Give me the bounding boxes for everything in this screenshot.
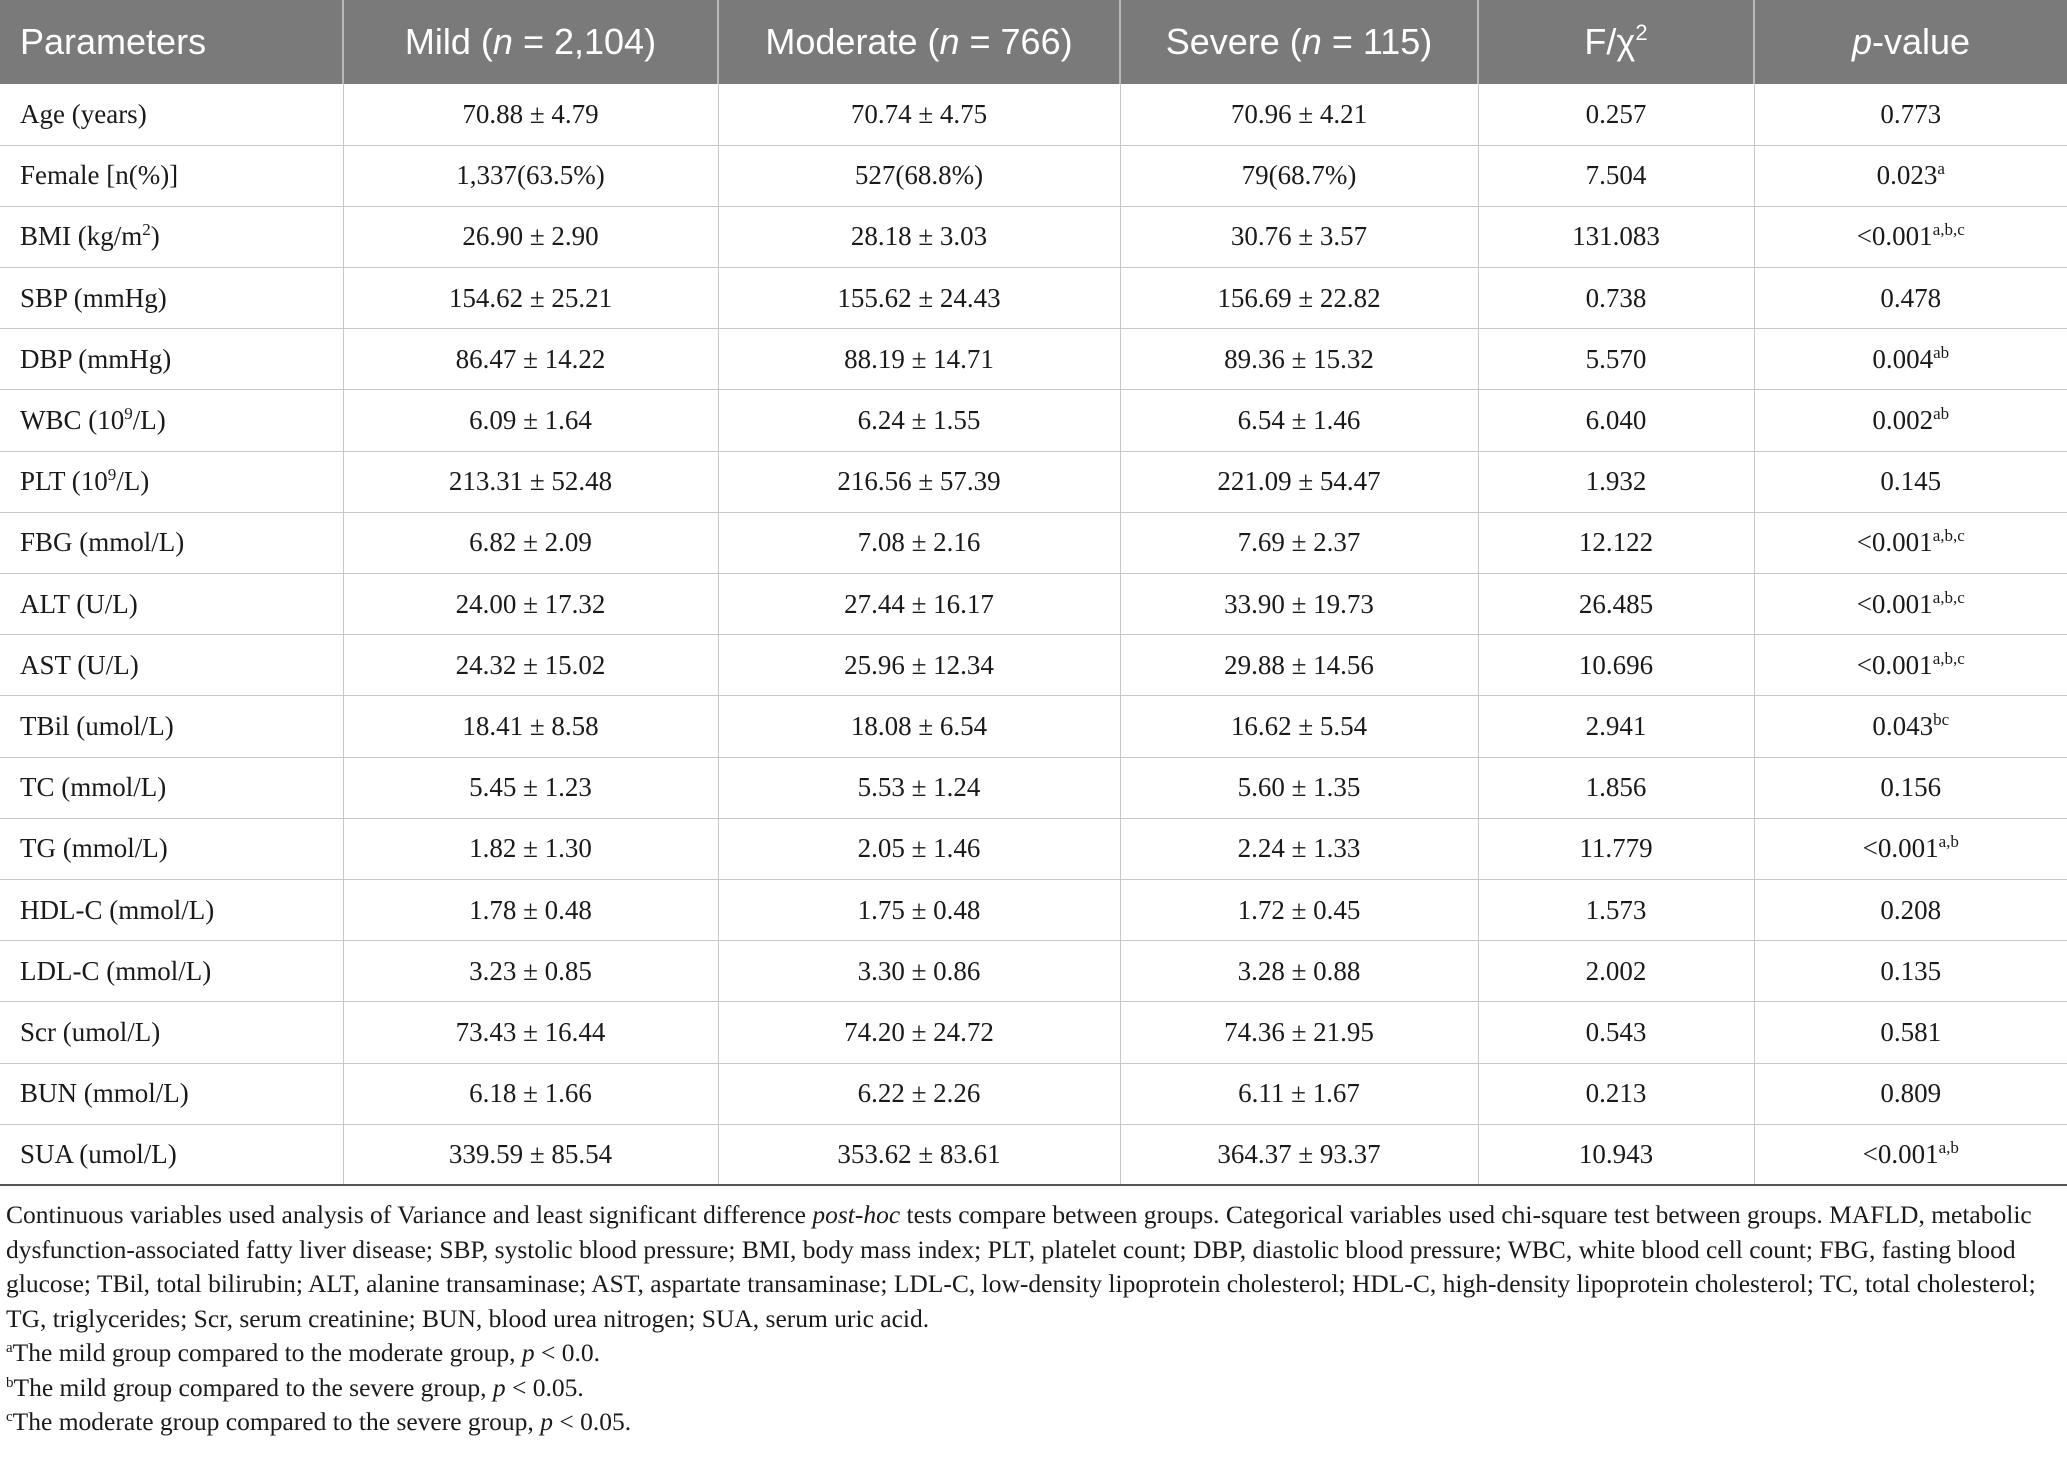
table-row <box>0 145 2067 206</box>
cell-parameter <box>0 1002 343 1063</box>
parameter-name: BMI (kg/m <box>20 221 143 252</box>
cell-parameter <box>0 818 343 879</box>
parameter-name: SUA (umol/L) <box>20 1139 177 1170</box>
cell-parameter <box>0 1063 343 1124</box>
table-row <box>0 757 2067 818</box>
cell-p-value <box>1754 635 2067 696</box>
p-value-text: 0.023 <box>1876 160 1938 191</box>
parameter-unit-superscript: 2 <box>142 220 151 240</box>
cell-statistic: 0.257 <box>1478 84 1754 145</box>
parameter-name: TBil (umol/L) <box>20 710 174 741</box>
p-value-text: <0.001 <box>1862 1139 1939 1170</box>
table-row <box>0 1063 2067 1124</box>
parameter-name: SBP (mmHg) <box>20 282 167 313</box>
p-value-text: <0.001 <box>1856 527 1933 558</box>
parameter-name: ALT (U/L) <box>20 588 138 619</box>
cell-statistic: 1.856 <box>1478 757 1754 818</box>
p-value-significance-mark: a,b,c <box>1932 220 1965 240</box>
p-value-significance-mark: a,b <box>1938 832 1959 852</box>
cell-mild: 1.82 ± 1.30 <box>343 818 718 879</box>
cell-statistic: 10.696 <box>1478 635 1754 696</box>
p-value-significance-mark: a <box>1937 159 1945 179</box>
parameter-name: TG (mmol/L) <box>20 833 168 864</box>
cell-moderate: 527(68.8%) <box>718 145 1120 206</box>
cell-statistic: 6.040 <box>1478 390 1754 451</box>
p-value-text: 0.156 <box>1880 772 1942 803</box>
table-row <box>0 635 2067 696</box>
parameter-name: Female [n(%)] <box>20 160 179 191</box>
cell-severe: 3.28 ± 0.88 <box>1120 941 1478 1002</box>
cell-mild: 24.32 ± 15.02 <box>343 635 718 696</box>
cell-parameter <box>0 145 343 206</box>
parameter-name: AST (U/L) <box>20 649 139 680</box>
cell-statistic: 2.002 <box>1478 941 1754 1002</box>
cell-severe: 89.36 ± 15.32 <box>1120 329 1478 390</box>
header-severe: Severe (n = 115) <box>1120 0 1478 84</box>
cell-p-value <box>1754 329 2067 390</box>
cell-statistic: 10.943 <box>1478 1124 1754 1185</box>
parameter-name: FBG (mmol/L) <box>20 527 185 558</box>
cell-statistic: 7.504 <box>1478 145 1754 206</box>
cell-mild: 339.59 ± 85.54 <box>343 1124 718 1185</box>
cell-mild: 6.82 ± 2.09 <box>343 512 718 573</box>
cell-p-value <box>1754 1002 2067 1063</box>
cell-p-value <box>1754 206 2067 267</box>
table-header <box>0 0 2067 84</box>
cell-moderate: 3.30 ± 0.86 <box>718 941 1120 1002</box>
parameter-name: PLT (10 <box>20 466 108 497</box>
table-row <box>0 390 2067 451</box>
footnote-c: $^c$The moderate group compared to the severe group, p < 0.05. <box>6 1407 632 1437</box>
cell-mild: 6.18 ± 1.66 <box>343 1063 718 1124</box>
cell-mild: 26.90 ± 2.90 <box>343 206 718 267</box>
cell-p-value <box>1754 84 2067 145</box>
cell-parameter <box>0 757 343 818</box>
cell-mild: 154.62 ± 25.21 <box>343 268 718 329</box>
cell-mild: 86.47 ± 14.22 <box>343 329 718 390</box>
p-value-significance-mark: a,b <box>1938 1138 1959 1158</box>
table-row <box>0 512 2067 573</box>
cell-p-value <box>1754 941 2067 1002</box>
parameter-name: WBC (10 <box>20 405 125 436</box>
cell-severe: 33.90 ± 19.73 <box>1120 574 1478 635</box>
cell-moderate: 88.19 ± 14.71 <box>718 329 1120 390</box>
parameter-unit-superscript: 9 <box>107 465 117 485</box>
cell-severe: 2.24 ± 1.33 <box>1120 818 1478 879</box>
table-row <box>0 268 2067 329</box>
cell-parameter <box>0 574 343 635</box>
p-value-text: 0.043 <box>1872 710 1934 741</box>
cell-severe: 221.09 ± 54.47 <box>1120 451 1478 512</box>
table-row <box>0 84 2067 145</box>
p-value-text: <0.001 <box>1856 221 1933 252</box>
p-value-text: 0.145 <box>1880 466 1942 497</box>
table-row <box>0 1002 2067 1063</box>
cell-p-value <box>1754 696 2067 757</box>
cell-severe: 364.37 ± 93.37 <box>1120 1124 1478 1185</box>
cell-parameter <box>0 84 343 145</box>
cell-statistic: 0.543 <box>1478 1002 1754 1063</box>
parameter-unit-superscript: 9 <box>124 404 133 424</box>
cell-parameter <box>0 635 343 696</box>
cell-mild: 24.00 ± 17.32 <box>343 574 718 635</box>
p-value-text: 0.809 <box>1880 1078 1942 1109</box>
cell-parameter <box>0 512 343 573</box>
cell-statistic: 131.083 <box>1478 206 1754 267</box>
p-value-text: 0.581 <box>1880 1016 1942 1047</box>
table-row <box>0 696 2067 757</box>
p-value-text: 0.135 <box>1880 955 1942 986</box>
p-value-significance-mark: a,b,c <box>1932 587 1965 607</box>
cell-severe: 74.36 ± 21.95 <box>1120 1002 1478 1063</box>
cell-severe: 29.88 ± 14.56 <box>1120 635 1478 696</box>
cell-statistic: 5.570 <box>1478 329 1754 390</box>
header-parameters: Parameters <box>0 0 343 84</box>
cell-statistic: 1.573 <box>1478 879 1754 940</box>
p-value-text: 0.004 <box>1872 343 1934 374</box>
cell-statistic: 1.932 <box>1478 451 1754 512</box>
cell-moderate: 70.74 ± 4.75 <box>718 84 1120 145</box>
table-row <box>0 941 2067 1002</box>
cell-p-value <box>1754 512 2067 573</box>
p-value-text: <0.001 <box>1856 649 1933 680</box>
table-row <box>0 1124 2067 1185</box>
p-value-text: 0.002 <box>1872 405 1934 436</box>
cell-parameter <box>0 206 343 267</box>
table-row <box>0 574 2067 635</box>
cell-p-value <box>1754 390 2067 451</box>
cell-parameter <box>0 696 343 757</box>
parameter-unit-tail: /L) <box>116 466 150 497</box>
p-value-text: 0.208 <box>1880 894 1942 925</box>
parameter-unit-tail: ) <box>150 221 160 252</box>
cell-moderate: 6.22 ± 2.26 <box>718 1063 1120 1124</box>
cell-mild: 5.45 ± 1.23 <box>343 757 718 818</box>
p-value-text: <0.001 <box>1862 833 1939 864</box>
cell-severe: 70.96 ± 4.21 <box>1120 84 1478 145</box>
p-value-text: 0.478 <box>1880 282 1942 313</box>
notes-main: Continuous variables used analysis of Variance and least significant difference post-hoc tests compare between groups. Categorical variables used chi-square test between groups. MAFLD, metabolic dysfunction-associated fatty liver disease; SBP, systolic blood pressure; BMI, body mass index; PLT, platelet count; DBP, diastolic blood pressure; WBC, white blood cell count; FBG, fasting blood glucose; TBil, total bilirubin; ALT, alanine transaminase; AST, aspartate transaminase; LDL-C, low-density lipoprotein cholesterol; HDL-C, high-density lipoprotein cholesterol; TC, total cholesterol; TG, triglycerides; Scr, serum creatinine; BUN, blood urea nitrogen; SUA, serum uric acid. <box>6 1200 2036 1333</box>
table-row <box>0 206 2067 267</box>
cell-mild: 70.88 ± 4.79 <box>343 84 718 145</box>
cell-statistic: 0.213 <box>1478 1063 1754 1124</box>
cell-p-value <box>1754 451 2067 512</box>
cell-statistic: 2.941 <box>1478 696 1754 757</box>
cell-p-value <box>1754 268 2067 329</box>
cell-p-value <box>1754 1124 2067 1185</box>
cell-mild: 1,337(63.5%) <box>343 145 718 206</box>
p-value-text: 0.773 <box>1880 98 1942 129</box>
cell-severe: 79(68.7%) <box>1120 145 1478 206</box>
table-row <box>0 451 2067 512</box>
cell-severe: 156.69 ± 22.82 <box>1120 268 1478 329</box>
parameter-name: Scr (umol/L) <box>20 1016 161 1047</box>
parameter-name: TC (mmol/L) <box>20 772 167 803</box>
cell-parameter <box>0 879 343 940</box>
cell-moderate: 6.24 ± 1.55 <box>718 390 1120 451</box>
cell-statistic: 11.779 <box>1478 818 1754 879</box>
table-row <box>0 818 2067 879</box>
parameter-name: DBP (mmHg) <box>20 343 172 374</box>
parameter-name: LDL-C (mmol/L) <box>20 955 212 986</box>
footnote-a: $^a$The mild group compared to the moderate group, p < 0.0. <box>6 1338 600 1368</box>
cell-moderate: 353.62 ± 83.61 <box>718 1124 1120 1185</box>
cell-mild: 3.23 ± 0.85 <box>343 941 718 1002</box>
cell-severe: 30.76 ± 3.57 <box>1120 206 1478 267</box>
cell-p-value <box>1754 1063 2067 1124</box>
cell-severe: 16.62 ± 5.54 <box>1120 696 1478 757</box>
header-p-value: p-value <box>1851 21 1971 62</box>
p-value-text: <0.001 <box>1856 588 1933 619</box>
cell-p-value <box>1754 574 2067 635</box>
cell-parameter <box>0 941 343 1002</box>
cell-moderate: 25.96 ± 12.34 <box>718 635 1120 696</box>
footnote-b: $^b$The mild group compared to the severe group, p < 0.05. <box>6 1372 584 1402</box>
cell-moderate: 74.20 ± 24.72 <box>718 1002 1120 1063</box>
p-value-significance-mark: a,b,c <box>1932 526 1965 546</box>
cell-severe: 6.54 ± 1.46 <box>1120 390 1478 451</box>
header-mild: Mild (n = 2,104) <box>343 0 718 84</box>
cell-mild: 1.78 ± 0.48 <box>343 879 718 940</box>
cell-mild: 73.43 ± 16.44 <box>343 1002 718 1063</box>
header-moderate: Moderate (n = 766) <box>718 0 1120 84</box>
cell-parameter <box>0 390 343 451</box>
cell-moderate: 5.53 ± 1.24 <box>718 757 1120 818</box>
parameter-name: HDL-C (mmol/L) <box>20 894 215 925</box>
cell-parameter <box>0 329 343 390</box>
cell-severe: 5.60 ± 1.35 <box>1120 757 1478 818</box>
cell-mild: 6.09 ± 1.64 <box>343 390 718 451</box>
cell-p-value <box>1754 818 2067 879</box>
cell-severe: 7.69 ± 2.37 <box>1120 512 1478 573</box>
table-body <box>0 84 2067 1185</box>
cell-statistic: 26.485 <box>1478 574 1754 635</box>
parameter-name: BUN (mmol/L) <box>20 1078 189 1109</box>
cell-p-value <box>1754 145 2067 206</box>
cell-moderate: 28.18 ± 3.03 <box>718 206 1120 267</box>
parameter-name: Age (years) <box>20 98 147 129</box>
table-row <box>0 329 2067 390</box>
cell-moderate: 2.05 ± 1.46 <box>718 818 1120 879</box>
cell-mild: 18.41 ± 8.58 <box>343 696 718 757</box>
cell-statistic: 0.738 <box>1478 268 1754 329</box>
table-notes <box>0 1186 2067 1440</box>
cell-moderate: 155.62 ± 24.43 <box>718 268 1120 329</box>
table-row <box>0 879 2067 940</box>
cell-moderate: 7.08 ± 2.16 <box>718 512 1120 573</box>
cell-moderate: 216.56 ± 57.39 <box>718 451 1120 512</box>
cell-severe: 6.11 ± 1.67 <box>1120 1063 1478 1124</box>
cell-statistic: 12.122 <box>1478 512 1754 573</box>
cell-p-value <box>1754 757 2067 818</box>
header-statistic: $F/\chi^2$ <box>1478 0 1754 84</box>
p-value-significance-mark: ab <box>1933 342 1950 362</box>
p-value-significance-mark: ab <box>1933 404 1950 424</box>
cell-parameter <box>0 268 343 329</box>
cell-moderate: 18.08 ± 6.54 <box>718 696 1120 757</box>
cell-moderate: 27.44 ± 16.17 <box>718 574 1120 635</box>
parameter-unit-tail: /L) <box>132 405 166 436</box>
header-row <box>0 0 2067 84</box>
cell-parameter <box>0 451 343 512</box>
p-value-significance-mark: bc <box>1933 709 1950 729</box>
p-value-significance-mark: a,b,c <box>1932 648 1965 668</box>
cell-parameter <box>0 1124 343 1185</box>
cell-mild: 213.31 ± 52.48 <box>343 451 718 512</box>
cell-severe: 1.72 ± 0.45 <box>1120 879 1478 940</box>
cell-moderate: 1.75 ± 0.48 <box>718 879 1120 940</box>
cell-p-value <box>1754 879 2067 940</box>
